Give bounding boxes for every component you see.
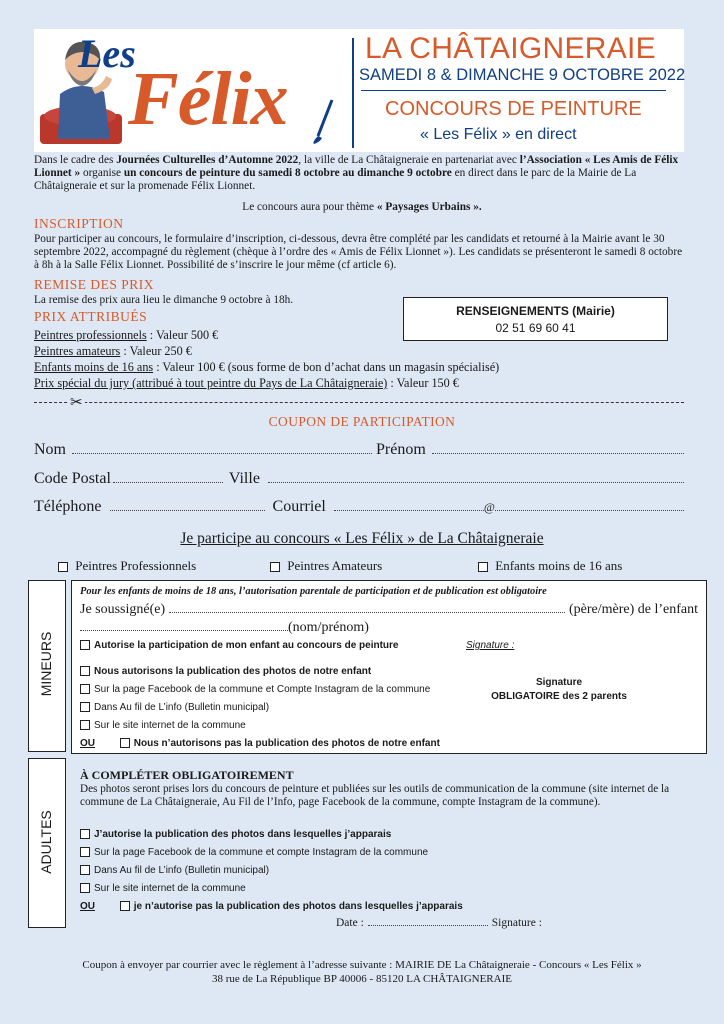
prenom-label: Prénom — [376, 441, 426, 458]
row-tel-courriel — [34, 498, 684, 516]
mineurs-refus[interactable]: Nous n’autorisons pas la publication des photos de notre enfant — [120, 738, 440, 749]
mineurs-option[interactable]: Sur la page Facebook de la commune et Compte Instagram de la commune — [80, 684, 430, 695]
remise-text: La remise des prix aura lieu le dimanche 9 octobre à 18h. — [34, 294, 294, 306]
adultes-side-label: ADULTES — [38, 810, 54, 874]
code-postal-field[interactable] — [113, 472, 223, 483]
checkbox[interactable] — [80, 883, 90, 893]
telephone-field[interactable] — [110, 500, 265, 511]
courriel-domain-field[interactable] — [495, 500, 684, 511]
signature-label: Signature : — [466, 640, 515, 651]
ville-label: Ville — [228, 470, 260, 487]
date-field[interactable] — [368, 917, 488, 926]
mineurs-notice: Pour les enfants de moins de 18 ans, l’autorisation parentale de participation et de publication est obligatoire — [80, 586, 547, 597]
checkbox[interactable] — [120, 901, 130, 911]
telephone-label: Téléphone — [34, 498, 102, 515]
logo-felix: Félix — [128, 57, 288, 141]
inscription-text: Pour participer au concours, le formulaire d’inscription, ci-dessous, devra être complété par les candidats et retourné à la Mairie avant le 30 septembre 2022, accompagné du règlement (chèque à l’ordre des « Amis de Félix Lionnet »). Les candidats se présenteront le samedi 8 octobre à 8h à la Salle Félix Lionnet. Possibilité de s’inscrire le jour même (cf article 6). — [34, 233, 683, 271]
enfant-row — [80, 620, 369, 636]
row-nom-prenom — [34, 441, 684, 459]
signature-label: Signature : — [491, 917, 542, 929]
ville-field[interactable] — [268, 472, 684, 483]
prenom-field[interactable] — [432, 443, 684, 454]
adultes-autorise[interactable]: J’autorise la publication des photos dans lesquelles j’apparais — [80, 829, 391, 840]
nom-label: Nom — [34, 441, 66, 458]
mineurs-option[interactable]: Sur le site internet de la commune — [80, 720, 246, 731]
adultes-option[interactable]: Sur la page Facebook de la commune et compte Instagram de la commune — [80, 847, 428, 858]
soussigne-label: Je soussigné(e) — [80, 602, 166, 617]
renseignements-phone: 02 51 69 60 41 — [495, 321, 576, 335]
checkbox[interactable] — [80, 865, 90, 875]
pere-mere-label: (père/mère) de l’enfant — [568, 602, 698, 617]
category-amateur[interactable]: Peintres Amateurs — [270, 558, 382, 574]
autorisons-publication[interactable]: Nous autorisons la publication des photos de notre enfant — [80, 666, 371, 677]
courriel-label: Courriel — [272, 498, 326, 515]
header-rule — [361, 90, 666, 91]
prix-item: Peintres amateurs : Valeur 250 € — [34, 344, 192, 358]
event-dates: SAMEDI 8 & DIMANCHE 9 OCTOBRE 2022 — [359, 66, 686, 84]
logo-les: Les — [78, 31, 136, 76]
theme-line: Le concours aura pour thème « Paysages Urbains ». — [242, 201, 482, 213]
prix-item: Peintres professionnels : Valeur 500 € — [34, 328, 219, 342]
soussigne-row — [80, 602, 698, 618]
checkbox[interactable] — [80, 640, 90, 650]
footer-line1: Coupon à envoyer par courrier avec le règlement à l’adresse suivante : MAIRIE DE La Châtaigneraie - Concours « Les Félix » — [82, 959, 642, 971]
prix-item: Enfants moins de 16 ans : Valeur 100 € (sous forme de bon d’achat dans un magasin spécialisé) — [34, 360, 500, 374]
adultes-refus[interactable]: je n’autorise pas la publication des photos dans lesquelles j’apparais — [120, 901, 463, 912]
checkbox[interactable] — [478, 562, 488, 572]
ou-label: OU — [80, 738, 95, 749]
prix-title: PRIX ATTRIBUÉS — [34, 309, 148, 324]
adultes-refus-row — [80, 901, 463, 912]
signature-title: Signature — [535, 677, 583, 688]
adultes-option[interactable]: Sur le site internet de la commune — [80, 883, 246, 894]
enfant-field[interactable] — [80, 620, 288, 631]
checkbox[interactable] — [120, 738, 130, 748]
remise-title: REMISE DES PRIX — [34, 277, 155, 292]
checkbox[interactable] — [80, 666, 90, 676]
courriel-field[interactable] — [334, 500, 484, 511]
header-divider — [352, 38, 354, 148]
signature-subtitle: OBLIGATOIRE des 2 parents — [491, 691, 627, 702]
signature-box-label — [474, 676, 644, 704]
checkbox[interactable] — [80, 829, 90, 839]
category-enfants[interactable]: Enfants moins de 16 ans — [478, 558, 622, 574]
checkbox[interactable] — [80, 702, 90, 712]
renseignements-title: RENSEIGNEMENTS (Mairie) — [456, 304, 615, 318]
autorise-participation[interactable]: Autorise la participation de mon enfant au concours de peinture — [80, 640, 399, 651]
checkbox[interactable] — [80, 684, 90, 694]
soussigne-field[interactable] — [169, 602, 565, 613]
ou-label: OU — [80, 901, 95, 912]
category-pro[interactable]: Peintres Professionnels — [58, 558, 196, 574]
prix-item: Prix spécial du jury (attribué à tout peintre du Pays de La Châtaigneraie) : Valeur 150 € — [34, 376, 459, 390]
at-sign: @ — [483, 500, 495, 514]
date-signature-row — [336, 917, 542, 929]
row-cp-ville — [34, 470, 684, 488]
town-title: LA CHÂTAIGNERAIE — [365, 32, 656, 65]
nom-prenom-label: (nom/prénom) — [288, 620, 369, 635]
mineurs-option[interactable]: Dans Au fil de L’info (Bulletin municipal) — [80, 702, 269, 713]
checkbox[interactable] — [80, 847, 90, 857]
event-title: CONCOURS DE PEINTURE — [385, 98, 642, 120]
intro-paragraph: Dans le cadre des Journées Culturelles d’Automne 2022, la ville de La Châtaigneraie en partenariat avec l’Association « Les Amis de Félix Lionnet » organise un concours de peinture du samedi 8 octobre au dimanche 9 octobre en direct dans le parc de la Mairie de La Châtaigneraie et sur la promenade Félix Lionnet. — [34, 154, 679, 192]
code-postal-label: Code Postal — [34, 470, 111, 487]
footer — [0, 958, 724, 986]
checkbox[interactable] — [270, 562, 280, 572]
nom-field[interactable] — [72, 443, 372, 454]
cut-line — [34, 402, 684, 403]
paintbrush-icon — [310, 96, 340, 146]
mineurs-refus-row — [80, 738, 440, 749]
footer-address: 38 rue de La République BP 40006 - 85120 LA CHÂTAIGNERAIE — [212, 973, 512, 985]
adultes-option[interactable]: Dans Au fil de L’info (Bulletin municipal) — [80, 865, 269, 876]
scissors-icon: ✂ — [70, 395, 83, 411]
prix-list — [34, 327, 499, 391]
inscription-title: INSCRIPTION — [34, 216, 124, 231]
date-label: Date : — [336, 917, 364, 929]
mineurs-side-label: MINEURS — [38, 631, 54, 697]
checkbox[interactable] — [58, 562, 68, 572]
participe-line: Je participe au concours « Les Félix » de La Châtaigneraie — [180, 530, 544, 547]
event-subtitle: « Les Félix » en direct — [420, 126, 577, 143]
adultes-title: À COMPLÉTER OBLIGATOIREMENT — [80, 768, 294, 782]
checkbox[interactable] — [80, 720, 90, 730]
coupon-title: COUPON DE PARTICIPATION — [268, 414, 456, 429]
adultes-text: Des photos seront prises lors du concours de peinture et publiées sur les outils de communication de la commune (site internet de la commune de La Châtaigneraie, Au Fil de l’Info, page Facebook de la commune, compte Instagram de la commune). — [80, 783, 670, 808]
